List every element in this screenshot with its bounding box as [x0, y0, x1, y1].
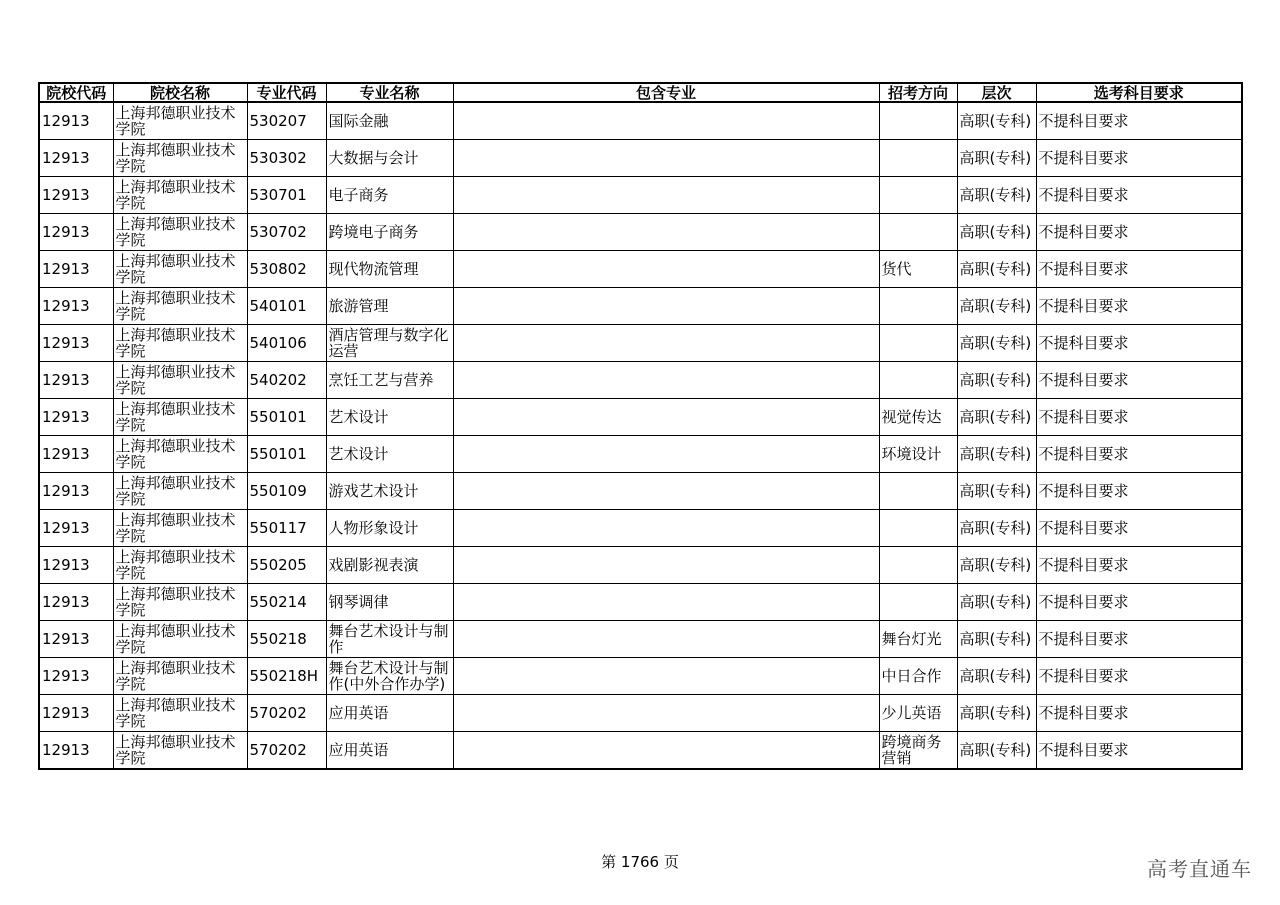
cell-major-name: 游戏艺术设计	[326, 473, 453, 510]
table-row	[39, 584, 1242, 621]
cell-direction	[879, 177, 957, 214]
cell-major-code: 550205	[247, 547, 326, 584]
cell-included-majors	[453, 214, 879, 251]
cell-included-majors	[453, 695, 879, 732]
cell-school-name: 上海邦德职业技术学院	[113, 695, 247, 732]
cell-included-majors	[453, 510, 879, 547]
table-row	[39, 510, 1242, 547]
cell-school-code: 12913	[39, 325, 113, 362]
cell-requirement: 不提科目要求	[1036, 362, 1242, 399]
cell-direction: 跨境商务营销	[879, 732, 957, 770]
cell-major-name: 烹饪工艺与营养	[326, 362, 453, 399]
cell-school-name: 上海邦德职业技术学院	[113, 510, 247, 547]
cell-included-majors	[453, 621, 879, 658]
cell-level: 高职(专科)	[957, 251, 1036, 288]
cell-school-code: 12913	[39, 102, 113, 140]
cell-included-majors	[453, 177, 879, 214]
cell-school-name: 上海邦德职业技术学院	[113, 473, 247, 510]
cell-school-name: 上海邦德职业技术学院	[113, 177, 247, 214]
table-row	[39, 732, 1242, 770]
cell-major-name: 应用英语	[326, 732, 453, 770]
cell-school-code: 12913	[39, 251, 113, 288]
cell-major-code: 550218	[247, 621, 326, 658]
table-row	[39, 621, 1242, 658]
cell-school-code: 12913	[39, 510, 113, 547]
cell-school-code: 12913	[39, 584, 113, 621]
cell-school-code: 12913	[39, 658, 113, 695]
cell-direction: 少儿英语	[879, 695, 957, 732]
cell-level: 高职(专科)	[957, 288, 1036, 325]
cell-included-majors	[453, 102, 879, 140]
cell-school-code: 12913	[39, 436, 113, 473]
cell-level: 高职(专科)	[957, 695, 1036, 732]
cell-requirement: 不提科目要求	[1036, 288, 1242, 325]
cell-requirement: 不提科目要求	[1036, 177, 1242, 214]
cell-school-code: 12913	[39, 547, 113, 584]
cell-major-code: 550101	[247, 436, 326, 473]
admission-table	[38, 82, 1243, 770]
cell-major-name: 大数据与会计	[326, 140, 453, 177]
cell-major-name: 舞台艺术设计与制作	[326, 621, 453, 658]
cell-major-code: 540202	[247, 362, 326, 399]
cell-major-code: 530802	[247, 251, 326, 288]
table-row	[39, 325, 1242, 362]
cell-major-name: 旅游管理	[326, 288, 453, 325]
cell-level: 高职(专科)	[957, 473, 1036, 510]
cell-direction	[879, 584, 957, 621]
table-row	[39, 140, 1242, 177]
cell-direction	[879, 325, 957, 362]
table-row	[39, 695, 1242, 732]
cell-requirement: 不提科目要求	[1036, 214, 1242, 251]
cell-major-name: 电子商务	[326, 177, 453, 214]
cell-major-code: 550117	[247, 510, 326, 547]
cell-major-name: 现代物流管理	[326, 251, 453, 288]
cell-direction	[879, 362, 957, 399]
cell-school-name: 上海邦德职业技术学院	[113, 214, 247, 251]
cell-direction: 视觉传达	[879, 399, 957, 436]
cell-major-name: 国际金融	[326, 102, 453, 140]
cell-level: 高职(专科)	[957, 436, 1036, 473]
cell-school-name: 上海邦德职业技术学院	[113, 658, 247, 695]
cell-school-code: 12913	[39, 473, 113, 510]
cell-school-code: 12913	[39, 399, 113, 436]
cell-direction	[879, 102, 957, 140]
table-row	[39, 547, 1242, 584]
cell-school-code: 12913	[39, 214, 113, 251]
cell-major-name: 钢琴调律	[326, 584, 453, 621]
table-row	[39, 288, 1242, 325]
cell-direction	[879, 288, 957, 325]
cell-included-majors	[453, 251, 879, 288]
cell-school-name: 上海邦德职业技术学院	[113, 436, 247, 473]
cell-school-code: 12913	[39, 621, 113, 658]
header-school-name: 院校名称	[113, 83, 247, 102]
cell-school-name: 上海邦德职业技术学院	[113, 362, 247, 399]
header-included-majors: 包含专业	[453, 83, 879, 102]
cell-direction: 环境设计	[879, 436, 957, 473]
cell-school-name: 上海邦德职业技术学院	[113, 325, 247, 362]
header-level: 层次	[957, 83, 1036, 102]
cell-major-code: 530207	[247, 102, 326, 140]
cell-requirement: 不提科目要求	[1036, 695, 1242, 732]
table-row	[39, 362, 1242, 399]
cell-included-majors	[453, 140, 879, 177]
cell-school-code: 12913	[39, 288, 113, 325]
header-requirement: 选考科目要求	[1036, 83, 1242, 102]
table-row	[39, 473, 1242, 510]
cell-school-name: 上海邦德职业技术学院	[113, 288, 247, 325]
table-row	[39, 658, 1242, 695]
cell-included-majors	[453, 473, 879, 510]
cell-level: 高职(专科)	[957, 658, 1036, 695]
cell-school-code: 12913	[39, 695, 113, 732]
cell-school-code: 12913	[39, 362, 113, 399]
cell-direction	[879, 140, 957, 177]
cell-school-name: 上海邦德职业技术学院	[113, 732, 247, 770]
header-row	[39, 83, 1242, 102]
table-row	[39, 399, 1242, 436]
cell-included-majors	[453, 399, 879, 436]
cell-direction: 货代	[879, 251, 957, 288]
cell-requirement: 不提科目要求	[1036, 510, 1242, 547]
cell-direction: 舞台灯光	[879, 621, 957, 658]
cell-school-name: 上海邦德职业技术学院	[113, 102, 247, 140]
cell-included-majors	[453, 732, 879, 770]
cell-major-code: 550101	[247, 399, 326, 436]
cell-requirement: 不提科目要求	[1036, 473, 1242, 510]
cell-school-name: 上海邦德职业技术学院	[113, 621, 247, 658]
cell-level: 高职(专科)	[957, 621, 1036, 658]
cell-included-majors	[453, 288, 879, 325]
cell-major-name: 跨境电子商务	[326, 214, 453, 251]
cell-major-code: 550214	[247, 584, 326, 621]
cell-requirement: 不提科目要求	[1036, 251, 1242, 288]
cell-direction	[879, 547, 957, 584]
watermark-logo: 高考直通车	[1147, 857, 1252, 881]
cell-school-name: 上海邦德职业技术学院	[113, 140, 247, 177]
cell-major-name: 应用英语	[326, 695, 453, 732]
cell-major-name: 舞台艺术设计与制作(中外合作办学)	[326, 658, 453, 695]
header-school-code: 院校代码	[39, 83, 113, 102]
cell-major-code: 530701	[247, 177, 326, 214]
cell-school-name: 上海邦德职业技术学院	[113, 251, 247, 288]
cell-level: 高职(专科)	[957, 325, 1036, 362]
cell-included-majors	[453, 584, 879, 621]
cell-requirement: 不提科目要求	[1036, 621, 1242, 658]
cell-requirement: 不提科目要求	[1036, 658, 1242, 695]
cell-school-code: 12913	[39, 140, 113, 177]
cell-requirement: 不提科目要求	[1036, 140, 1242, 177]
cell-level: 高职(专科)	[957, 732, 1036, 770]
cell-major-name: 艺术设计	[326, 436, 453, 473]
table-row	[39, 214, 1242, 251]
table-row	[39, 436, 1242, 473]
cell-direction	[879, 510, 957, 547]
cell-requirement: 不提科目要求	[1036, 102, 1242, 140]
header-major-name: 专业名称	[326, 83, 453, 102]
cell-included-majors	[453, 547, 879, 584]
cell-major-code: 570202	[247, 695, 326, 732]
cell-school-name: 上海邦德职业技术学院	[113, 584, 247, 621]
cell-level: 高职(专科)	[957, 214, 1036, 251]
header-direction: 招考方向	[879, 83, 957, 102]
cell-direction	[879, 214, 957, 251]
cell-major-code: 530702	[247, 214, 326, 251]
table-row	[39, 177, 1242, 214]
cell-requirement: 不提科目要求	[1036, 325, 1242, 362]
cell-major-code: 540106	[247, 325, 326, 362]
table-row	[39, 102, 1242, 140]
cell-requirement: 不提科目要求	[1036, 547, 1242, 584]
cell-level: 高职(专科)	[957, 140, 1036, 177]
cell-direction	[879, 473, 957, 510]
page-number: 第 1766 页	[601, 853, 679, 871]
cell-school-code: 12913	[39, 732, 113, 770]
cell-major-code: 550109	[247, 473, 326, 510]
cell-major-code: 530302	[247, 140, 326, 177]
cell-requirement: 不提科目要求	[1036, 584, 1242, 621]
header-major-code: 专业代码	[247, 83, 326, 102]
cell-major-code: 570202	[247, 732, 326, 770]
cell-school-name: 上海邦德职业技术学院	[113, 547, 247, 584]
cell-school-code: 12913	[39, 177, 113, 214]
cell-major-name: 艺术设计	[326, 399, 453, 436]
cell-major-name: 人物形象设计	[326, 510, 453, 547]
table-row	[39, 251, 1242, 288]
cell-level: 高职(专科)	[957, 177, 1036, 214]
cell-included-majors	[453, 362, 879, 399]
cell-included-majors	[453, 658, 879, 695]
cell-major-code: 550218H	[247, 658, 326, 695]
cell-level: 高职(专科)	[957, 547, 1036, 584]
cell-included-majors	[453, 325, 879, 362]
cell-requirement: 不提科目要求	[1036, 399, 1242, 436]
cell-major-name: 酒店管理与数字化运营	[326, 325, 453, 362]
cell-requirement: 不提科目要求	[1036, 732, 1242, 770]
cell-direction: 中日合作	[879, 658, 957, 695]
cell-requirement: 不提科目要求	[1036, 436, 1242, 473]
cell-level: 高职(专科)	[957, 584, 1036, 621]
cell-level: 高职(专科)	[957, 102, 1036, 140]
cell-included-majors	[453, 436, 879, 473]
cell-level: 高职(专科)	[957, 399, 1036, 436]
cell-major-code: 540101	[247, 288, 326, 325]
cell-school-name: 上海邦德职业技术学院	[113, 399, 247, 436]
cell-major-name: 戏剧影视表演	[326, 547, 453, 584]
cell-level: 高职(专科)	[957, 510, 1036, 547]
cell-level: 高职(专科)	[957, 362, 1036, 399]
